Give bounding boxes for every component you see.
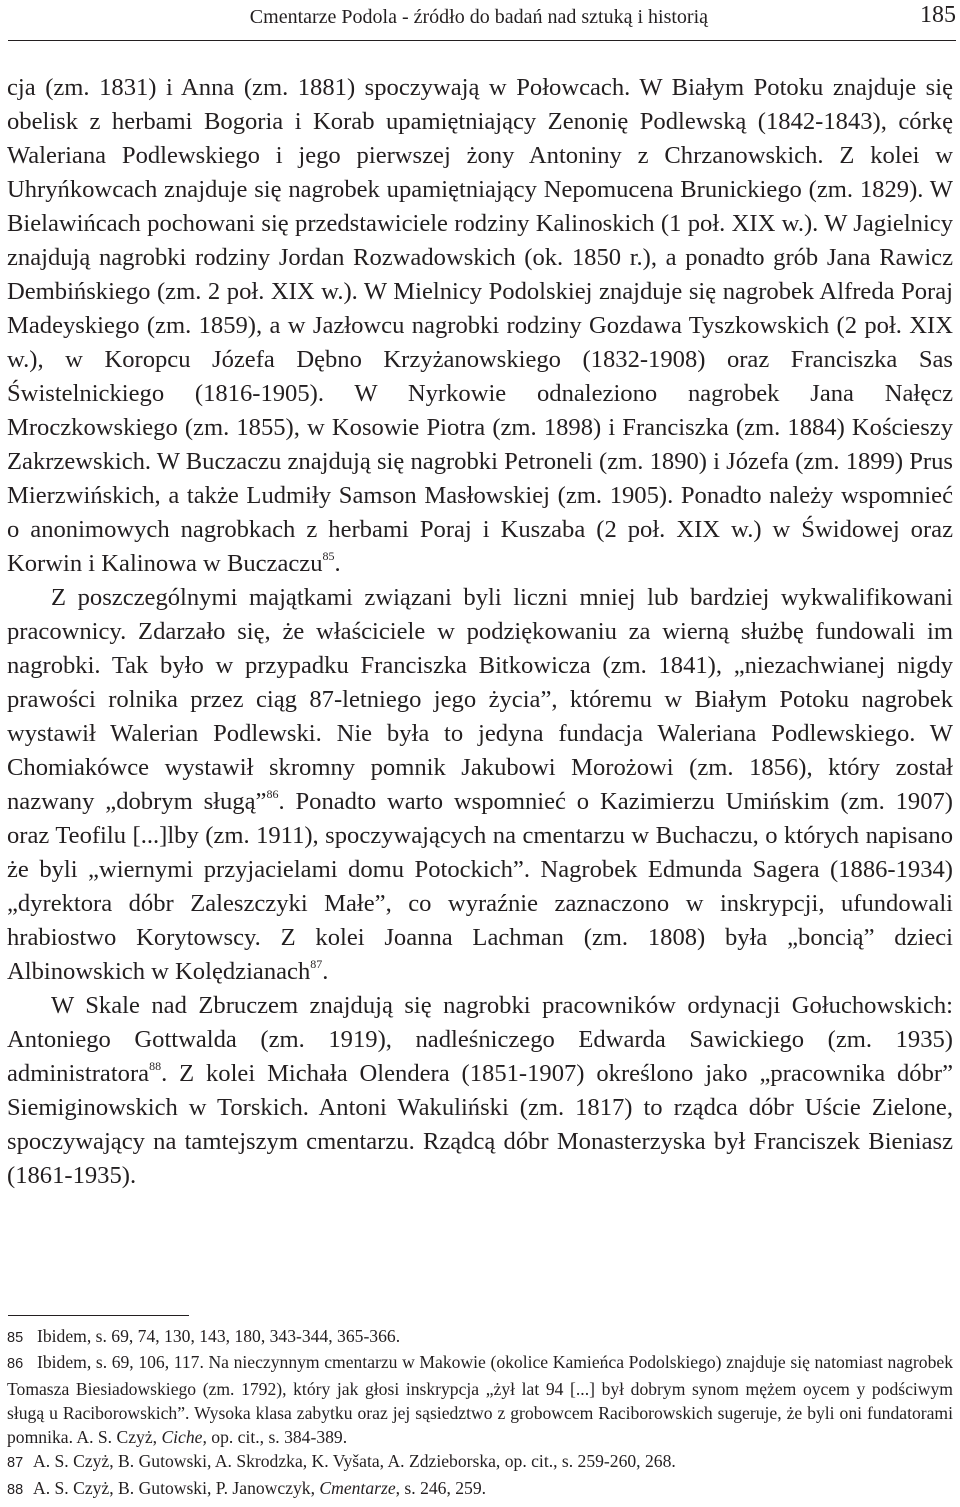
footnote: 88 A. S. Czyż, B. Gutowski, P. Janowczyk, Cmentarze, s. 246, 259.: [7, 1476, 953, 1502]
footnote: 85 Ibidem, s. 69, 74, 130, 143, 180, 343-344, 365-366.: [7, 1324, 953, 1350]
footnotes: [7, 1324, 953, 1502]
page-number: 185: [920, 2, 956, 28]
footnote-ref: 85: [322, 548, 335, 563]
footnote-number: 85: [7, 1330, 24, 1346]
running-header: [8, 0, 956, 41]
footnote-ref: 87: [310, 956, 323, 971]
paragraph: Z poszczególnymi majątkami związani byli liczni mniej lub bardziej wykwalifikowani pracownicy. Zdarzało się, że właściciele w podziękowaniu za wierną służbę fundowali im nagrobki. Tak było w przypadku Franciszka Bitkowicza (zm. 1841), „niezachwianej nigdy prawości rolnika przez ciąg 87-letniego jego życia”, któremu w Białym Potoku nagrobek wystawił Walerian Podlewski. Nie była to jedyna fundacja Waleriana Podlewskiego. W Chomiakówce wystawił skromny pomnik Jakubowi Morożowi (zm. 1856), który został nazwany „dobrym sługą”$^{86}$. Ponadto warto wspomnieć o Kazimierzu Umińskim (zm. 1907) oraz Teofilu [...]lby (zm. 1911), spoczywających na cmentarzu w Buchaczu, o których napisano że byli „wiernymi przyjacielami domu Potockich”. Nagrobek Edmunda Sagera (1886-1934) „dyrektora dóbr Zaleszczyki Małe”, co wyraźnie zaznaczono w inskrypcji, ufundowali hrabiostwo Korytowscy. Z kolei Joanna Lachman (zm. 1808) była „boncią” dzieci Albinowskich w Kolędzianach$^{87}$.: [7, 584, 953, 985]
paragraph: W Skale nad Zbruczem znajdują się nagrobki pracowników ordynacji Gołuchowskich: Antoniego Gottwalda (zm. 1919), nadleśniczego Edwarda Sawickiego (zm. 1935) administratora$^{88}$. Z kolei Michała Olendera (1851-1907) określono jako „pracownika dóbr” Siemiginowskich w Torskich. Antoni Wakuliński (zm. 1817) to rządca dóbr Uście Zielone, spoczywający na tamtejszym cmentarzu. Rządcą dóbr Monasterzyska był Franciszek Bieniasz (1861-1935).: [7, 992, 953, 1189]
paragraph: cja (zm. 1831) i Anna (zm. 1881) spoczywają w Połowcach. W Białym Potoku znajduje się obelisk z herbami Bogoria i Korab upamiętniający Zenonię Podlewską (1842-1843), córkę Waleriana Podlewskiego i jego pierwszej żony Antoniny z Chrzanowskich. Z kolei w Uhryńkowcach znajduje się nagrobek upamiętniający Nepomucena Brunickiego (zm. 1829). W Bielawińcach pochowani się przedstawiciele rodziny Kalinoskich (1 poł. XIX w.). W Jagielnicy znajdują nagrobki rodziny Jordan Rozwadowskich (ok. 1850 r.), a ponadto grób Jana Rawicz Dembińskiego (zm. 2 poł. XIX w.). W Mielnicy Podolskiej znajduje się nagrobek Alfreda Poraj Madeyskiego (zm. 1859), a w Jazłowcu nagrobki rodziny Gozdawa Tyszkowskich (2 poł. XIX w.), w Koropcu Józefa Dębno Krzyżanowskiego (1832-1908) oraz Franciszka Sas Świstelnickiego (1816-1905). W Nyrkowie odnaleziono nagrobek Jana Nałęcz Mroczkowskiego (zm. 1855), w Kosowie Piotra (zm. 1898) i Franciszka (zm. 1884) Kościeszy Zakrzewskich. W Buczaczu znajdują się nagrobki Petroneli (zm. 1890) i Józefa (zm. 1899) Prus Mierzwińskich, a także Ludmiły Samson Masłowskiej (zm. 1905). Ponadto należy wspomnieć o anonimowych nagrobkach z herbami Poraj i Kuszaba (2 poł. XIX w.) w Świdowej oraz Korwin i Kalinowa w Buczaczu$^{85}$.: [7, 74, 953, 577]
footnote-number: 86: [7, 1356, 24, 1373]
footnote-number: 88: [7, 1481, 24, 1498]
main-text: [7, 71, 953, 1193]
footnote-divider: [8, 1315, 189, 1316]
footnote-ref: 88: [149, 1058, 162, 1073]
footnote-ref: 86: [266, 786, 279, 801]
footnote: 86 Ibidem, s. 69, 106, 117. Na nieczynnym cmentarzu w Makowie (okolice Kamieńca Podolskiego) znajduje się natomiast nagrobek Tomasza Biesiadowskiego (zm. 1792), który jak głosi inskrypcja „żył lat 94 [...] był dobrym synom mężem oycem y podściwym sługą u Raciborowskich”. Wysoka klasa zabytku oraz jej sąsiedztwo z grobowcem Raciborowskich sugeruje, że byli oni fundatorami pomnika. A. S. Czyż, Ciche, op. cit., s. 384-389.: [7, 1352, 953, 1448]
running-title: Cmentarze Podola - źródło do badań nad sztuką i historią: [249, 6, 708, 28]
footnote: 87 A. S. Czyż, B. Gutowski, A. Skrodzka, K. Vyšata, A. Zdzieborska, op. cit., s. 259-260, 268.: [7, 1449, 953, 1475]
footnote-number: 87: [7, 1455, 24, 1472]
